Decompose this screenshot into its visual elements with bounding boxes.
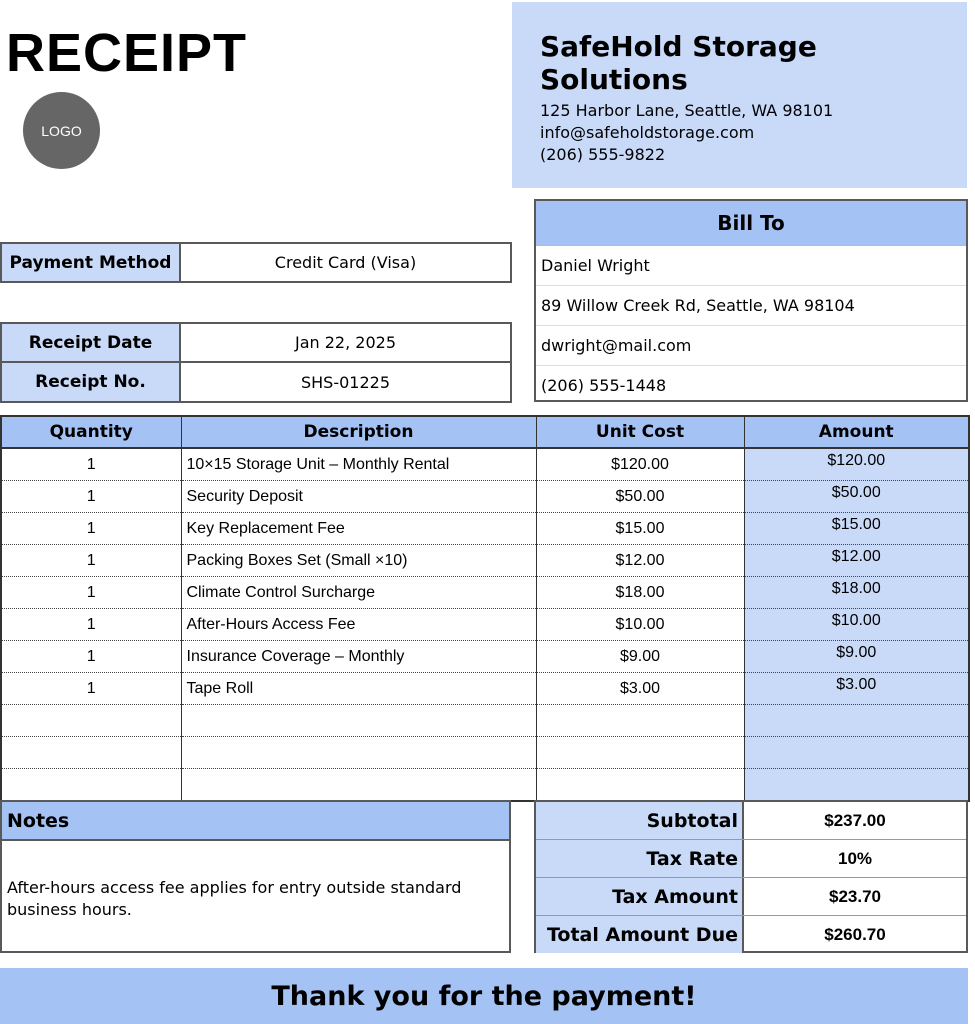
totals-block: [534, 800, 968, 953]
receipt-number-value: SHS-01225: [179, 361, 512, 403]
item-unit-cost: [536, 705, 744, 737]
tax-rate-value: 10%: [837, 848, 873, 868]
item-amount: [744, 769, 969, 802]
item-unit-cost: $9.00: [536, 641, 744, 673]
item-unit-cost: [536, 737, 744, 769]
item-row: [1, 705, 969, 737]
receipt-date-value: Jan 22, 2025: [179, 322, 512, 363]
item-description: [181, 769, 536, 802]
item-amount: $50.00: [744, 481, 969, 513]
company-email: info@safeholdstorage.com: [540, 123, 755, 142]
item-row: [1, 545, 969, 577]
bill-to-block: [534, 199, 968, 402]
tax-amount-row: [536, 878, 966, 916]
item-amount: $10.00: [744, 609, 969, 641]
tax-amount-value: $23.70: [829, 886, 881, 906]
company-address: 125 Harbor Lane, Seattle, WA 98101: [540, 101, 834, 120]
item-row: [1, 673, 969, 705]
item-description: Key Replacement Fee: [181, 513, 536, 545]
subtotal-value: $237.00: [824, 810, 886, 830]
item-quantity: 1: [1, 448, 181, 481]
bill-to-name: Daniel Wright: [536, 246, 966, 286]
column-header-amount: Amount: [744, 416, 969, 448]
bill-to-email: dwright@mail.com: [536, 326, 966, 366]
item-unit-cost: $10.00: [536, 609, 744, 641]
item-unit-cost: $15.00: [536, 513, 744, 545]
item-quantity: 1: [1, 513, 181, 545]
item-row: [1, 448, 969, 481]
column-header-quantity: Quantity: [1, 416, 181, 448]
company-info-block: [512, 2, 967, 188]
receipt-date-label: Receipt Date: [0, 322, 181, 363]
item-quantity: [1, 705, 181, 737]
item-amount: $9.00: [744, 641, 969, 673]
company-name: SafeHold Storage Solutions: [540, 30, 817, 96]
item-row: [1, 641, 969, 673]
payment-method-label: Payment Method: [0, 242, 181, 283]
items-table: [0, 415, 970, 802]
subtotal-label: Subtotal: [536, 802, 744, 839]
item-quantity: [1, 737, 181, 769]
item-description: Tape Roll: [181, 673, 536, 705]
item-amount: $18.00: [744, 577, 969, 609]
item-quantity: 1: [1, 641, 181, 673]
item-quantity: 1: [1, 673, 181, 705]
item-quantity: 1: [1, 545, 181, 577]
company-phone: (206) 555-9822: [540, 145, 666, 164]
tax-rate-label: Tax Rate: [536, 840, 744, 877]
item-row: [1, 481, 969, 513]
item-unit-cost: $120.00: [536, 448, 744, 481]
tax-amount-label: Tax Amount: [536, 878, 744, 915]
item-unit-cost: $18.00: [536, 577, 744, 609]
item-row: [1, 737, 969, 769]
item-amount: [744, 705, 969, 737]
bill-to-header: Bill To: [536, 201, 966, 246]
bill-to-phone: (206) 555-1448: [541, 376, 667, 395]
tax-rate-row: [536, 840, 966, 878]
subtotal-row: [536, 802, 966, 840]
item-description: 10×15 Storage Unit – Monthly Rental: [181, 448, 536, 481]
item-row: [1, 609, 969, 641]
item-amount: $15.00: [744, 513, 969, 545]
item-amount: [744, 737, 969, 769]
payment-method-value: Credit Card (Visa): [179, 242, 512, 283]
total-due-value: $260.70: [824, 924, 886, 944]
item-unit-cost: $3.00: [536, 673, 744, 705]
bill-to-address: 89 Willow Creek Rd, Seattle, WA 98104: [536, 286, 966, 326]
item-row: [1, 513, 969, 545]
receipt-number-label: Receipt No.: [0, 361, 181, 403]
notes-block: [0, 800, 511, 953]
item-description: After-Hours Access Fee: [181, 609, 536, 641]
item-unit-cost: $50.00: [536, 481, 744, 513]
receipt-title: RECEIPT: [6, 23, 248, 83]
item-quantity: 1: [1, 577, 181, 609]
item-amount: $3.00: [744, 673, 969, 705]
item-row: [1, 577, 969, 609]
item-quantity: [1, 769, 181, 802]
item-quantity: 1: [1, 609, 181, 641]
item-unit-cost: $12.00: [536, 545, 744, 577]
column-header-description: Description: [181, 416, 536, 448]
notes-text: After-hours access fee applies for entry outside standard business hours.: [7, 878, 462, 919]
company-logo: LOGO: [23, 92, 100, 169]
item-row: [1, 769, 969, 802]
item-description: Packing Boxes Set (Small ×10): [181, 545, 536, 577]
item-quantity: 1: [1, 481, 181, 513]
notes-header: Notes: [2, 802, 509, 841]
item-description: Security Deposit: [181, 481, 536, 513]
item-amount: $12.00: [744, 545, 969, 577]
item-description: [181, 737, 536, 769]
item-unit-cost: [536, 769, 744, 802]
thank-you-footer: Thank you for the payment!: [0, 968, 968, 1024]
total-due-row: [536, 916, 966, 953]
item-amount: $120.00: [744, 448, 969, 481]
item-description: Climate Control Surcharge: [181, 577, 536, 609]
total-due-label: Total Amount Due: [536, 916, 744, 953]
item-description: [181, 705, 536, 737]
column-header-unit-cost: Unit Cost: [536, 416, 744, 448]
item-description: Insurance Coverage – Monthly: [181, 641, 536, 673]
items-header-row: [1, 416, 969, 448]
